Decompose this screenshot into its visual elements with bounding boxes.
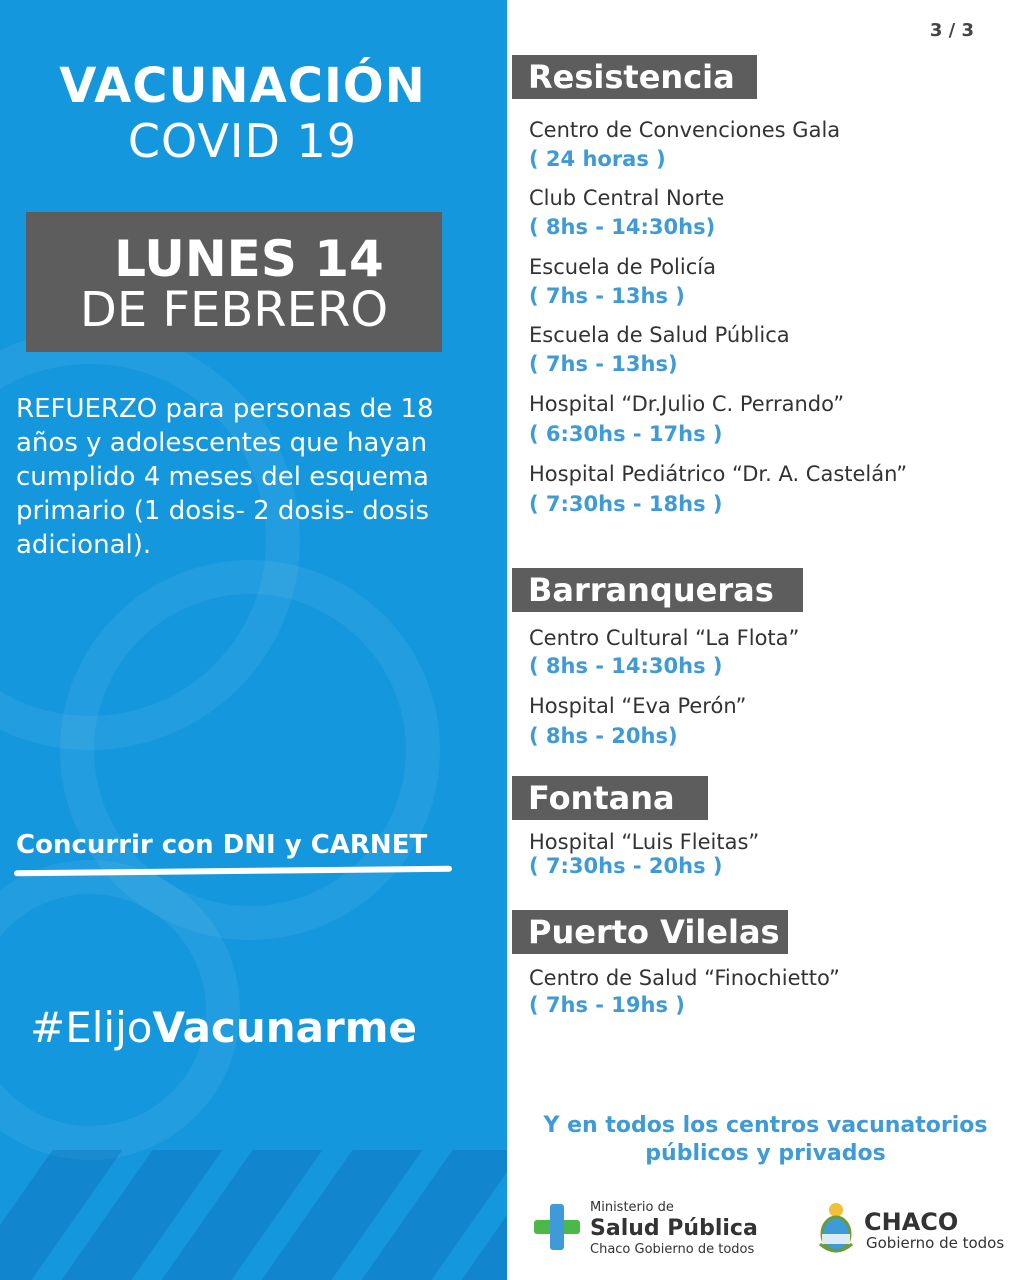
left-panel xyxy=(0,0,507,1280)
site-place: Hospital Pediátrico “Dr. A. Castelán” xyxy=(529,462,908,486)
section-header-barranqueras: Barranqueras xyxy=(512,568,803,612)
ministerio-salud-logo xyxy=(530,1198,770,1262)
booster-description: REFUERZO para personas de 18 años y adolescentes que hayan cumplido 4 meses del esquema primario (1 dosis- 2 dosis- dosis adicional). xyxy=(16,394,434,560)
section-header-puerto-vilelas: Puerto Vilelas xyxy=(512,910,788,954)
footer-note-line1: Y en todos los centros vacunatorios xyxy=(543,1113,988,1138)
campaign-subtitle: COVID 19 xyxy=(127,114,358,168)
page-indicator: 3 / 3 xyxy=(929,20,974,41)
site-place: Centro Cultural “La Flota” xyxy=(529,626,800,650)
health-cross-icon xyxy=(534,1204,580,1250)
site-place: Hospital “Luis Fleitas” xyxy=(529,830,760,854)
chaco-seal-icon xyxy=(814,1200,858,1258)
date-box xyxy=(26,212,442,352)
requirement-text: Concurrir con DNI y CARNET xyxy=(16,830,428,860)
footer-note xyxy=(507,1112,1024,1168)
site-place: Escuela de Salud Pública xyxy=(529,323,790,347)
stripe-decoration xyxy=(0,1170,507,1280)
chaco-logo xyxy=(812,1200,1012,1264)
hashtag xyxy=(30,1003,417,1052)
site-hours: ( 7:30hs - 20hs ) xyxy=(529,854,723,878)
site-place: Hospital “Dr.Julio C. Perrando” xyxy=(529,392,845,416)
date-month: DE FEBRERO xyxy=(79,282,389,338)
ministerio-line3: Chaco Gobierno de todos xyxy=(590,1242,755,1257)
site-place: Hospital “Eva Perón” xyxy=(529,694,747,718)
site-hours: ( 7hs - 13hs) xyxy=(529,352,678,376)
site-hours: ( 24 horas ) xyxy=(529,147,666,171)
site-hours: ( 7hs - 13hs ) xyxy=(529,284,685,308)
site-hours: ( 8hs - 20hs) xyxy=(529,724,678,748)
chaco-line1: CHACO xyxy=(864,1208,959,1236)
site-place: Club Central Norte xyxy=(529,186,725,210)
ministerio-line1: Ministerio de xyxy=(590,1200,674,1215)
site-hours: ( 7:30hs - 18hs ) xyxy=(529,492,723,516)
hashtag-bold: Vacunarme xyxy=(152,1003,417,1052)
ministerio-line2: Salud Pública xyxy=(590,1216,758,1241)
site-place: Centro de Salud “Finochietto” xyxy=(529,966,840,990)
site-hours: ( 8hs - 14:30hs) xyxy=(529,215,716,239)
hashtag-prefix: #Elijo xyxy=(30,1003,153,1052)
footer-note-line2: públicos y privados xyxy=(645,1141,886,1166)
chaco-line2: Gobierno de todos xyxy=(866,1234,1005,1252)
site-hours: ( 7hs - 19hs ) xyxy=(529,993,685,1017)
site-place: Centro de Convenciones Gala xyxy=(529,118,841,142)
site-hours: ( 8hs - 14:30hs ) xyxy=(529,654,723,678)
section-header-fontana: Fontana xyxy=(512,776,708,820)
section-header-resistencia: Resistencia xyxy=(512,55,757,99)
campaign-title: VACUNACIÓN xyxy=(59,58,426,114)
site-place: Escuela de Policía xyxy=(529,255,716,279)
site-hours: ( 6:30hs - 17hs ) xyxy=(529,422,723,446)
date-day: LUNES 14 xyxy=(114,230,384,288)
